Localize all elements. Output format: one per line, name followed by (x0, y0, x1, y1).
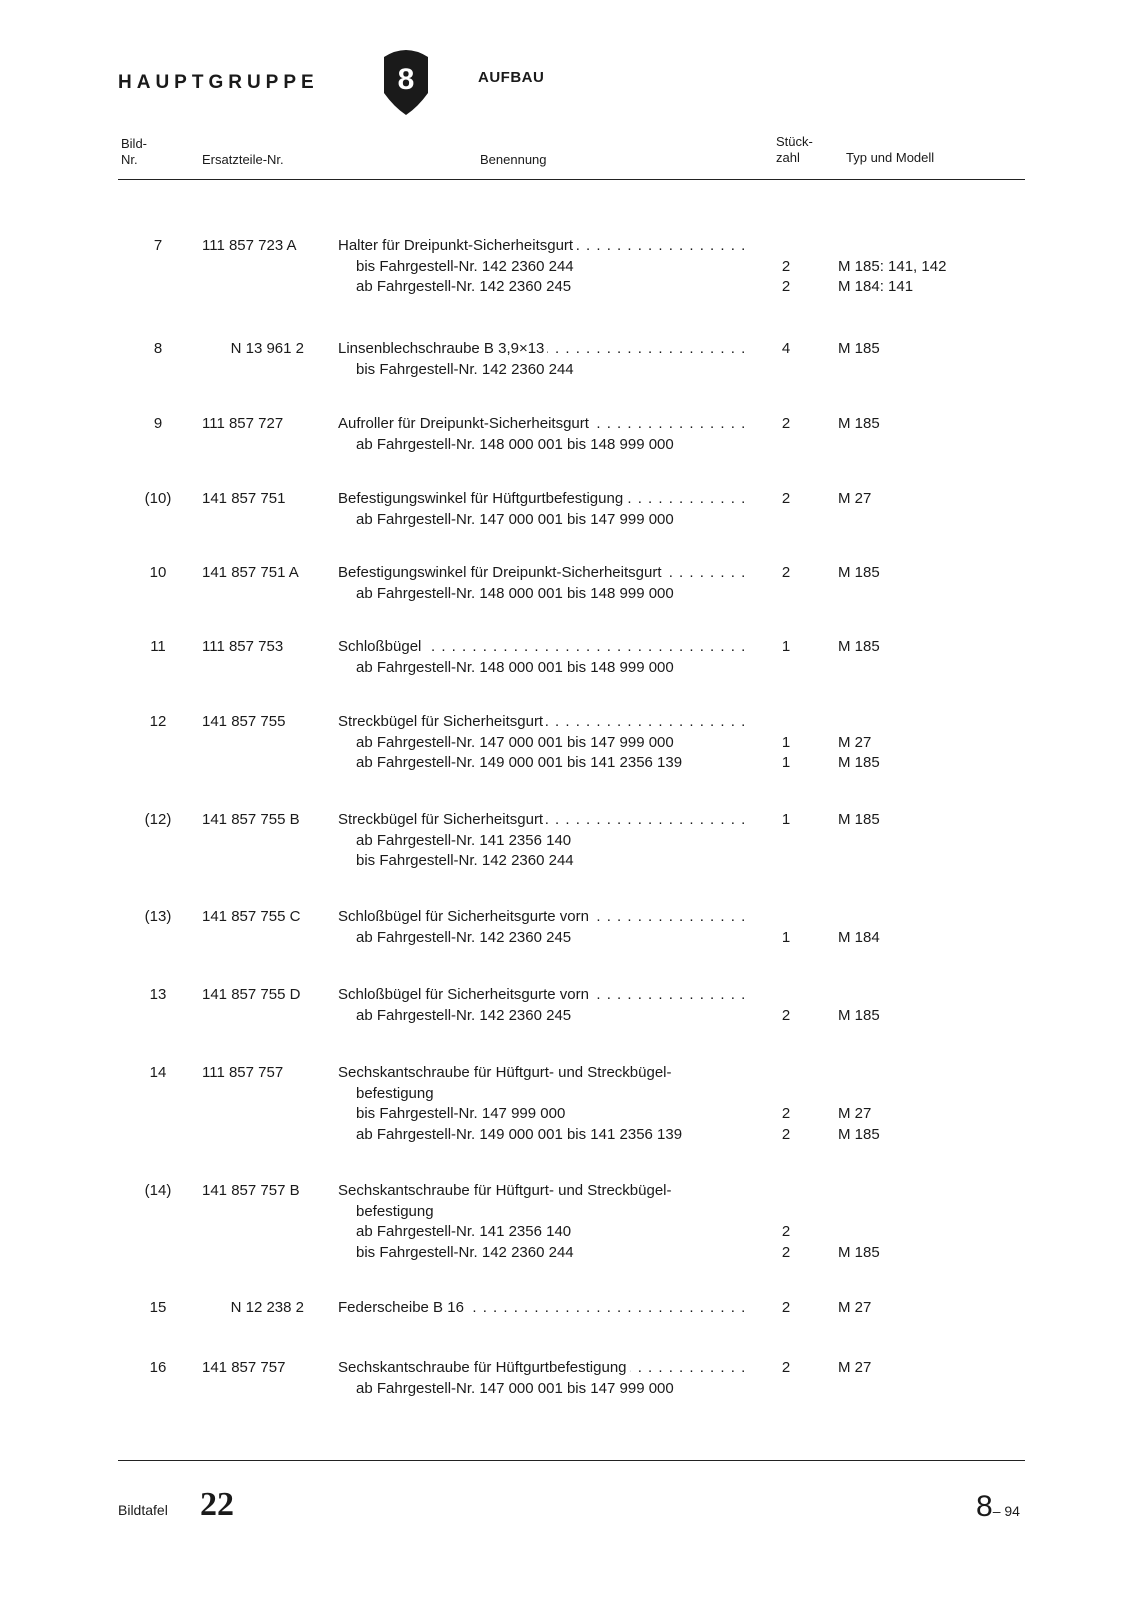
bild-number: (10) (144, 490, 172, 507)
part-name (338, 637, 748, 657)
part-text: ab Fahrgestell-Nr. 149 000 001 bis 141 2356 139 (356, 754, 685, 771)
footer-page-main: 8 (976, 1490, 993, 1523)
part-number: 111 857 727 (202, 415, 284, 432)
header-rule (118, 179, 1025, 180)
bild-number: 14 (149, 1064, 167, 1081)
footer-page-number (976, 1490, 1020, 1524)
part-text: Sechskantschraube für Hüftgurt- und Streckbügel- (338, 1064, 675, 1081)
part-number: 141 857 755 C (202, 908, 301, 925)
part-detail (356, 584, 766, 604)
group-name: AUFBAU (478, 69, 545, 86)
part-text: bis Fahrgestell-Nr. 147 999 000 (356, 1105, 568, 1122)
bild-number: 7 (153, 237, 163, 254)
footer-page-sub: – 94 (992, 1503, 1020, 1519)
quantity: 2 (781, 1126, 791, 1143)
part-name (338, 414, 748, 434)
bild-number: 9 (153, 415, 163, 432)
model: M 185: 141, 142 (838, 258, 947, 275)
quantity: 2 (781, 1007, 791, 1024)
bild-number: 10 (149, 564, 167, 581)
bild-number: 12 (149, 713, 167, 730)
model: M 185 (838, 811, 880, 828)
part-number: N 12 238 2 (230, 1299, 304, 1316)
part-text: ab Fahrgestell-Nr. 141 2356 140 (356, 1223, 574, 1240)
column-header-bild-nr-line1: Bild- (121, 136, 148, 151)
part-text: Befestigungswinkel für Hüftgurtbefestigung (338, 490, 626, 507)
column-header-qty-line1: Stück- (776, 134, 813, 149)
bild-number: (13) (144, 908, 172, 925)
part-name (338, 810, 748, 830)
part-text: ab Fahrgestell-Nr. 148 000 001 bis 148 999 000 (356, 659, 677, 676)
column-header-part-no: Ersatzteile-Nr. (202, 152, 284, 167)
footer-rule (118, 1460, 1025, 1461)
part-detail (356, 1084, 766, 1104)
part-name (338, 1181, 748, 1201)
part-text: Aufroller für Dreipunkt-Sicherheitsgurt (338, 415, 592, 432)
part-number: 141 857 755 B (202, 811, 300, 828)
footer-plate-number: 22 (200, 1486, 234, 1523)
part-detail (356, 1379, 766, 1399)
part-detail (356, 753, 766, 773)
part-detail (356, 510, 766, 530)
part-name (338, 339, 748, 359)
quantity: 2 (781, 1105, 791, 1122)
quantity: 2 (781, 564, 791, 581)
part-text: Schloßbügel für Sicherheitsgurte vorn (338, 908, 592, 925)
part-text: ab Fahrgestell-Nr. 142 2360 245 (356, 1007, 574, 1024)
quantity: 2 (781, 1299, 791, 1316)
part-text: Sechskantschraube für Hüftgurt- und Streckbügel- (338, 1182, 675, 1199)
quantity: 2 (781, 1223, 791, 1240)
quantity: 4 (781, 340, 791, 357)
model: M 185 (838, 1126, 880, 1143)
group-title: HAUPTGRUPPE (118, 72, 319, 93)
part-detail (356, 733, 766, 753)
part-name (338, 1358, 748, 1378)
bild-number: 16 (149, 1359, 167, 1376)
column-header-model: Typ und Modell (846, 150, 935, 165)
part-number: 141 857 757 B (202, 1182, 300, 1199)
part-text: Halter für Dreipunkt-Sicherheitsgurt (338, 237, 576, 254)
part-text: befestigung (356, 1085, 437, 1102)
quantity: 2 (781, 490, 791, 507)
part-text: ab Fahrgestell-Nr. 141 2356 140 (356, 832, 574, 849)
group-number: 8 (397, 63, 415, 96)
model: M 185 (838, 1244, 880, 1261)
part-name (338, 236, 748, 256)
part-number: 141 857 757 (202, 1359, 286, 1376)
part-text: ab Fahrgestell-Nr. 142 2360 245 (356, 278, 574, 295)
part-name (338, 712, 748, 732)
model: M 27 (838, 1359, 872, 1376)
part-number: 141 857 751 (202, 490, 286, 507)
model: M 185 (838, 638, 880, 655)
model: M 185 (838, 1007, 880, 1024)
part-text: Streckbügel für Sicherheitsgurt (338, 713, 546, 730)
part-text: Befestigungswinkel für Dreipunkt-Sicherheitsgurt (338, 564, 665, 581)
column-header-bild-nr (121, 136, 147, 168)
part-detail (356, 257, 766, 277)
quantity: 2 (781, 1244, 791, 1261)
part-detail (356, 1202, 766, 1222)
part-number: N 13 961 2 (230, 340, 304, 357)
column-header-name: Benennung (480, 152, 547, 167)
quantity: 2 (781, 258, 791, 275)
part-text: Sechskantschraube für Hüftgurtbefestigung (338, 1359, 630, 1376)
part-name (338, 1298, 748, 1318)
quantity: 2 (781, 1359, 791, 1376)
part-detail (356, 1104, 766, 1124)
part-text: Streckbügel für Sicherheitsgurt (338, 811, 546, 828)
part-text: ab Fahrgestell-Nr. 148 000 001 bis 148 999 000 (356, 585, 677, 602)
part-detail (356, 1243, 766, 1263)
part-detail (356, 851, 766, 871)
quantity: 1 (781, 929, 791, 946)
bild-number: (12) (144, 811, 172, 828)
part-text: Schloßbügel für Sicherheitsgurte vorn (338, 986, 592, 1003)
group-number-badge (378, 45, 434, 117)
part-detail (356, 831, 766, 851)
model: M 27 (838, 1105, 872, 1122)
part-text: ab Fahrgestell-Nr. 148 000 001 bis 148 999 000 (356, 436, 677, 453)
part-detail (356, 1006, 766, 1026)
column-header-bild-nr-line2: Nr. (121, 152, 138, 167)
quantity: 1 (781, 638, 791, 655)
part-text: ab Fahrgestell-Nr. 147 000 001 bis 147 999 000 (356, 734, 677, 751)
model: M 27 (838, 490, 872, 507)
part-detail (356, 658, 766, 678)
part-number: 141 857 755 (202, 713, 286, 730)
part-text: bis Fahrgestell-Nr. 142 2360 244 (356, 361, 577, 378)
part-text: befestigung (356, 1203, 437, 1220)
model: M 184: 141 (838, 278, 914, 295)
part-detail (356, 1125, 766, 1145)
part-text: bis Fahrgestell-Nr. 142 2360 244 (356, 852, 577, 869)
part-number: 111 857 757 (202, 1064, 284, 1081)
part-detail (356, 277, 766, 297)
part-text: Linsenblechschraube B 3,9×13 (338, 340, 547, 357)
bild-number: 8 (153, 340, 163, 357)
part-text: bis Fahrgestell-Nr. 142 2360 244 (356, 1244, 577, 1261)
model: M 27 (838, 1299, 872, 1316)
column-header-qty-line2: zahl (776, 150, 800, 165)
quantity: 2 (781, 415, 791, 432)
part-detail (356, 1222, 766, 1242)
part-text: bis Fahrgestell-Nr. 142 2360 244 (356, 258, 577, 275)
part-text: Schloßbügel (338, 638, 424, 655)
part-text: ab Fahrgestell-Nr. 149 000 001 bis 141 2356 139 (356, 1126, 685, 1143)
model: M 185 (838, 340, 880, 357)
part-number: 111 857 753 (202, 638, 284, 655)
part-number: 141 857 755 D (202, 986, 301, 1003)
part-text: ab Fahrgestell-Nr. 142 2360 245 (356, 929, 574, 946)
column-header-qty (776, 134, 813, 166)
bild-number: 15 (149, 1299, 167, 1316)
part-text: ab Fahrgestell-Nr. 147 000 001 bis 147 999 000 (356, 511, 677, 528)
model: M 27 (838, 734, 872, 751)
footer-plate-label: Bildtafel (118, 1502, 168, 1518)
model: M 185 (838, 415, 880, 432)
quantity: 1 (781, 754, 791, 771)
part-detail (356, 360, 766, 380)
quantity: 2 (781, 278, 791, 295)
part-detail (356, 928, 766, 948)
bild-number: 13 (149, 986, 167, 1003)
bild-number: (14) (144, 1182, 172, 1199)
part-name (338, 489, 748, 509)
model: M 184 (838, 929, 880, 946)
quantity: 1 (781, 734, 791, 751)
part-number: 111 857 723 A (202, 237, 297, 254)
part-detail (356, 435, 766, 455)
model: M 185 (838, 754, 880, 771)
bild-number: 11 (150, 638, 166, 655)
part-text: ab Fahrgestell-Nr. 147 000 001 bis 147 999 000 (356, 1380, 677, 1397)
part-name (338, 563, 748, 583)
part-text: Federscheibe B 16 (338, 1299, 467, 1316)
quantity: 1 (781, 811, 791, 828)
part-name (338, 985, 748, 1005)
part-name (338, 907, 748, 927)
part-name (338, 1063, 748, 1083)
part-number: 141 857 751 A (202, 564, 299, 581)
model: M 185 (838, 564, 880, 581)
